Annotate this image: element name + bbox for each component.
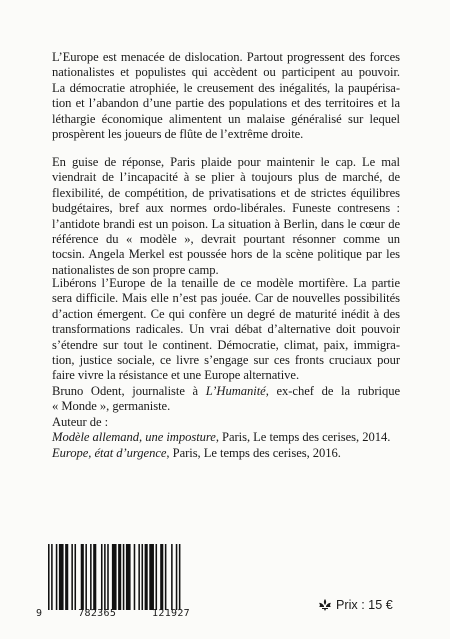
barcode-bar bbox=[118, 544, 121, 610]
barcode-bar bbox=[107, 544, 109, 610]
barcode-bar bbox=[141, 544, 143, 610]
text-line: nationalistes de son propre camp. bbox=[52, 262, 219, 277]
text-line: nationalistes et populistes qui accèdent ou participent au pouvoir. bbox=[52, 65, 400, 80]
text-line: tion, justice sociale, ce livre s’engage sur ces fronts cruciaux pour bbox=[52, 353, 400, 368]
barcode-group-1: 782365 bbox=[78, 608, 117, 619]
text-line: L’Europe est menacée de dislocation. Partout progressent des forces bbox=[52, 50, 400, 64]
book-title: Europe, état d’urgence bbox=[52, 445, 167, 460]
barcode-bar bbox=[126, 544, 131, 610]
text-line: faire vivre la résistance et une Europe alternative. bbox=[52, 368, 300, 383]
paragraph-3 bbox=[52, 276, 400, 384]
author-info bbox=[52, 384, 400, 461]
barcode-lead-digit: 9 bbox=[36, 608, 43, 619]
author-bio-line bbox=[52, 384, 400, 399]
text-line: viendrait de l’incapacité à se plier à toujours plus de marché, de bbox=[52, 170, 400, 185]
barcode-bar bbox=[81, 544, 84, 610]
barcode-group-2: 121927 bbox=[152, 608, 190, 619]
barcode-bar bbox=[101, 544, 103, 610]
barcode-bar bbox=[48, 544, 50, 610]
book-publication: , Paris, Le temps des cerises, 2014. bbox=[215, 430, 391, 445]
other-work-2 bbox=[52, 446, 400, 461]
isbn-barcode bbox=[36, 544, 190, 624]
paragraph-1 bbox=[52, 50, 400, 142]
barcode-bar bbox=[104, 544, 106, 610]
price-label: Prix : 15 € bbox=[336, 598, 393, 612]
fleur-de-lis-icon bbox=[318, 599, 332, 611]
barcode-bar bbox=[65, 544, 68, 610]
barcode-bar bbox=[90, 544, 92, 610]
book-publication: , Paris, Le temps des cerises, 2016. bbox=[166, 445, 341, 460]
barcode-bar bbox=[176, 544, 178, 610]
barcode-bar bbox=[93, 544, 96, 610]
text-line: En guise de réponse, Paris plaide pour maintenir le cap. Le mal bbox=[52, 155, 400, 169]
text-line: tion et l’abandon d’une partie des populations et des territoires et la bbox=[52, 96, 400, 111]
barcode-bar bbox=[56, 544, 58, 610]
paragraph-2 bbox=[52, 155, 400, 278]
barcode-bar bbox=[160, 544, 163, 610]
barcode-bars bbox=[48, 544, 182, 610]
barcode-bar bbox=[85, 544, 87, 610]
barcode-bar bbox=[74, 544, 76, 610]
barcode-bar bbox=[112, 544, 117, 610]
author-bio-line: « Monde », germaniste. bbox=[52, 399, 171, 414]
text-line: sera difficile. Mais elle n’est pas jouée. Car de nouvelles possibilités bbox=[52, 291, 400, 306]
text-line: La démocratie atrophiée, le creusement des inégalités, la paupérisa- bbox=[52, 80, 400, 95]
barcode-bar bbox=[156, 544, 158, 610]
barcode-bar bbox=[134, 544, 136, 610]
barcode-bar bbox=[171, 544, 173, 610]
author-bio-text: Bruno Odent, journaliste à bbox=[52, 384, 206, 398]
text-line: d’action émergent. Ce qui confère un degré de maturité inédit à des bbox=[52, 306, 400, 321]
barcode-bar bbox=[145, 544, 148, 610]
author-bio-text: , ex-chef de la rubrique bbox=[265, 384, 400, 398]
text-line: Libérons l’Europe de la tenaille de ce modèle mortifère. La partie bbox=[52, 276, 400, 290]
text-line: tocsin. Angela Merkel est poussée hors de la scène politique par les bbox=[52, 247, 400, 262]
price-tag bbox=[318, 598, 393, 612]
book-title: Modèle allemand, une imposture bbox=[52, 430, 216, 445]
barcode-bar bbox=[71, 544, 73, 610]
other-work-1 bbox=[52, 430, 400, 445]
barcode-bar bbox=[59, 544, 64, 610]
text-line: prospèrent les joueurs de flûte de l’extrême droite. bbox=[52, 127, 304, 142]
text-line: budgétaires, bref aux normes ordo-libérales. Funeste contresens : bbox=[52, 201, 400, 216]
other-works-heading: Auteur de : bbox=[52, 414, 109, 429]
barcode-bar bbox=[123, 544, 125, 610]
barcode-bar bbox=[138, 544, 140, 610]
text-line: flexibilité, de compétition, de privatisations et de strictes équilibres bbox=[52, 185, 400, 200]
text-line: référence du « modèle », devrait pourtant résonner comme un bbox=[52, 232, 400, 247]
text-line: l’antidote brandi est un poison. La situation à Berlin, dans le cœur de bbox=[52, 216, 400, 231]
barcode-bar bbox=[165, 544, 167, 610]
text-line: léthargie économique alimentent un malaise généralisé sur lequel bbox=[52, 111, 400, 126]
text-line: transformations radicales. Un vrai débat d’alternative doit pouvoir bbox=[52, 322, 400, 337]
text-line: s’étendre sur tout le continent. Démocratie, climat, paix, immigra- bbox=[52, 337, 400, 352]
newspaper-title: L’Humanité bbox=[205, 384, 266, 398]
barcode-digits bbox=[36, 608, 190, 619]
barcode-bar bbox=[51, 544, 53, 610]
barcode-bar bbox=[149, 544, 154, 610]
barcode-bar bbox=[179, 544, 181, 610]
